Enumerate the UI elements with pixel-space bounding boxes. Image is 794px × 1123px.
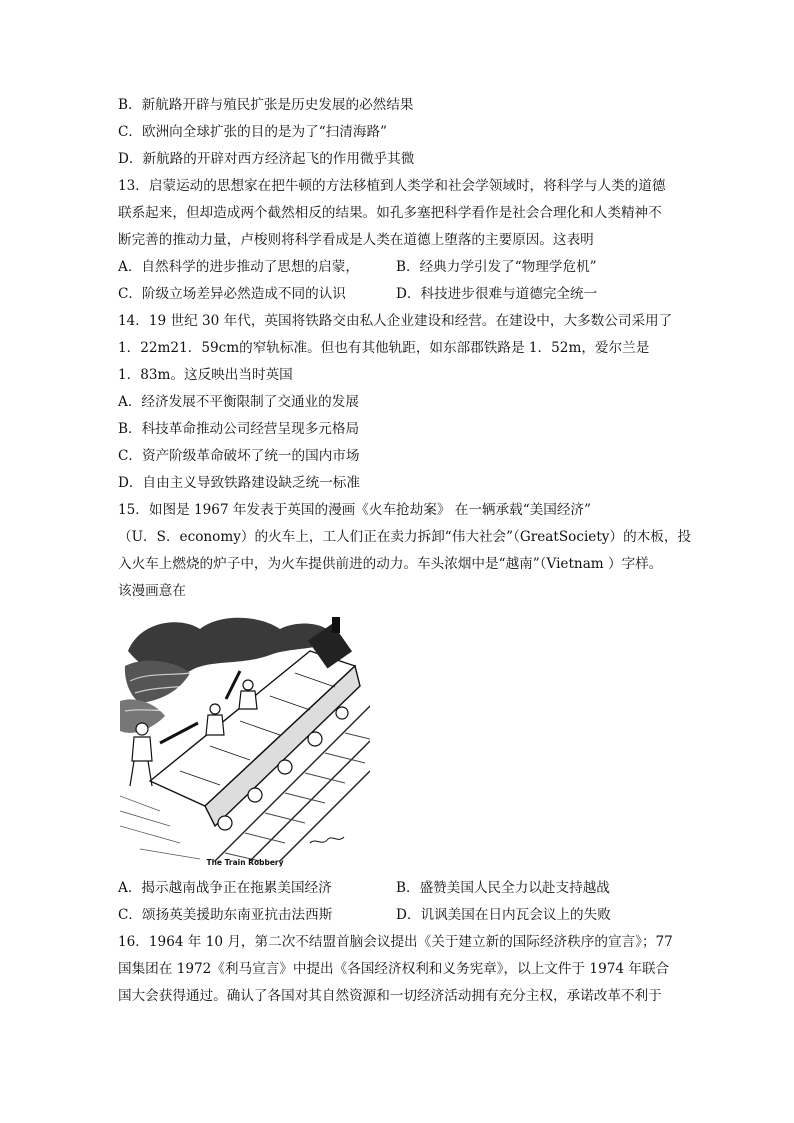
q13-option-b: B．经典力学引发了“物理学危机” (396, 259, 597, 275)
q16-stem-line-3: 国大会获得通过。确认了各国对其自然资源和一切经济活动拥有充分主权，承诺改革不利于 (118, 988, 662, 1004)
q15-option-d: D．讥讽美国在日内瓦会议上的失败 (396, 907, 611, 923)
q14-stem-line-2: 1．22m21．59cm的窄轨标准。但也有其他轨距，如东部郡铁路是 1．52m，爱尔兰是 (118, 340, 650, 356)
q12-option-b: B．新航路开辟与殖民扩张是历史发展的必然结果 (118, 97, 414, 113)
q16-stem-line-2: 国集团在 1972《利马宣言》中提出《各国经济权利和义务宪章》，以上文件于 1974 年联合 (118, 961, 670, 977)
q15-option-b: B．盛赞美国人民全力以赴支持越战 (396, 880, 610, 896)
q14-option-d: D．自由主义导致铁路建设缺乏统一标准 (118, 475, 360, 491)
q13-stem-line-3: 断完善的推动力量，卢梭则将科学看成是人类在道德上堕落的主要原因。这表明 (118, 232, 594, 248)
q14-option-c: C．资产阶级革命破坏了统一的国内市场 (118, 448, 360, 464)
exam-page (118, 92, 692, 1010)
q13-option-a: A．自然科学的进步推动了思想的启蒙， (118, 259, 359, 275)
q12-option-c: C．欧洲向全球扩张的目的是为了“扫清海路” (118, 124, 387, 140)
q15-stem-line-2: （U．S．economy）的火车上，工人们正在卖力拆卸“伟大社会”（GreatSociety）的木板，投 (118, 529, 692, 545)
cartoon-drawing (120, 611, 370, 861)
q16-stem-line-1: 16．1964 年 10 月，第二次不结盟首脑会议提出《关于建立新的国际经济秩序的宣言》；77 (118, 934, 673, 950)
q14-option-a: A．经济发展不平衡限制了交通业的发展 (118, 394, 359, 410)
q15-options-row-2 (118, 902, 688, 929)
q14-stem-line-3: 1．83m。这反映出当时英国 (118, 367, 293, 383)
q15-option-c: C．颂扬英美援助东南亚抗击法西斯 (118, 907, 333, 923)
q15-option-a: A．揭示越南战争正在拖累美国经济 (118, 880, 332, 896)
q13-option-c: C．阶级立场差异必然造成不同的认识 (118, 286, 346, 302)
q13-option-d: D．科技进步很难与道德完全统一 (396, 286, 598, 302)
q15-stem-line-1: 15．如图是 1967 年发表于英国的漫画《火车抢劫案》 在一辆承载“美国经济” (118, 502, 591, 518)
q13-stem-line-1: 13．启蒙运动的思想家在把牛顿的方法移植到人类学和社会学领域时，将科学与人类的道德 (118, 178, 666, 194)
q13-options-row-1 (118, 254, 688, 281)
q14-option-b: B．科技革命推动公司经营呈现多元格局 (118, 421, 360, 437)
q13-options-row-2 (118, 281, 688, 308)
q12-option-d: D．新航路的开辟对西方经济起飞的作用微乎其微 (118, 151, 415, 167)
cartoon-caption: The Train Robbery (206, 858, 284, 867)
q15-options-row-1 (118, 875, 688, 902)
q14-stem-line-1: 14．19 世纪 30 年代，英国将铁路交由私人企业建设和经营。在建设中，大多数公司采用了 (118, 313, 673, 329)
q13-stem-line-2: 联系起来，但却造成两个截然相反的结果。如孔多塞把科学看作是社会合理化和人类精神不 (118, 205, 662, 221)
train-robbery-cartoon (120, 611, 370, 869)
q15-stem-line-3: 入火车上燃烧的炉子中，为火车提供前进的动力。车头浓烟中是“越南”（Vietnam ）字样。 (118, 556, 663, 572)
q15-stem-line-4: 该漫画意在 (118, 583, 186, 599)
